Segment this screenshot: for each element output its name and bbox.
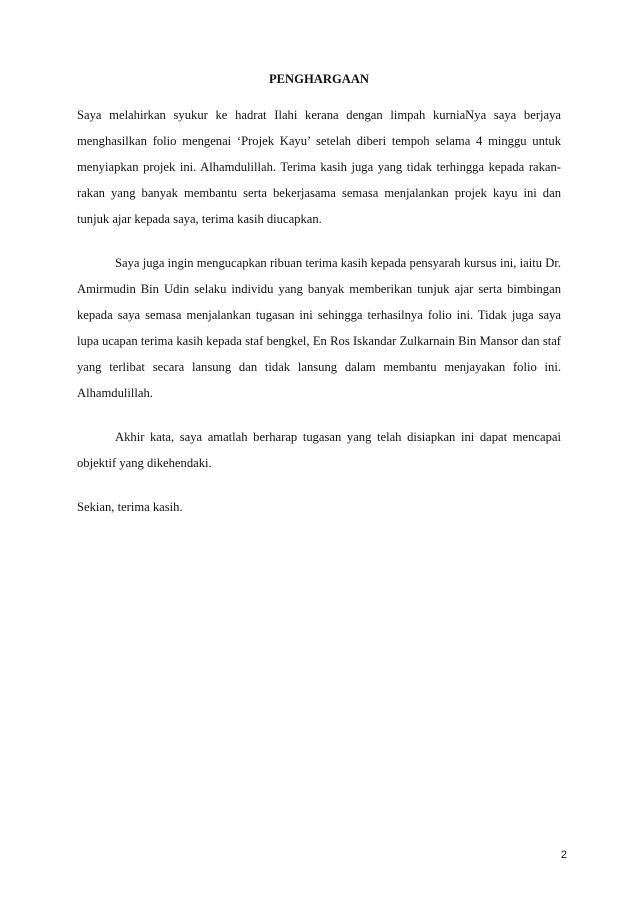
closing-line: Sekian, terima kasih. [77,500,183,514]
document-body [77,70,561,520]
paragraph-1: Saya melahirkan syukur ke hadrat Ilahi kerana dengan limpah kurniaNya saya berjaya menghasilkan folio mengenai ‘Projek Kayu’ setelah diberi tempoh selama 4 minggu untuk menyiapkan projek ini. Alhamdulillah. Terima kasih juga yang tidak terhingga kepada rakan-rakan yang banyak membantu serta bekerjasama semasa menjalankan projek kayu ini dan tunjuk ajar kepada saya, terima kasih diucapkan. [77,108,561,226]
paragraph-2: Saya juga ingin mengucapkan ribuan terima kasih kepada pensyarah kursus ini, iaitu Dr. Amirmudin Bin Udin selaku individu yang banyak memberikan tunjuk ajar serta bimbingan kepada saya semasa menjalankan tugasan ini sehingga terhasilnya folio ini. Tidak juga saya lupa ucapan terima kasih kepada staf bengkel, En Ros Iskandar Zulkarnain Bin Mansor dan staf yang terlibat secara lansung dan tidak lansung dalam membantu menjayakan folio ini. Alhamdulillah. [77,256,561,400]
paragraph-3: Akhir kata, saya amatlah berharap tugasan yang telah disiapkan ini dapat mencapai objektif yang dikehendaki. [77,430,561,470]
page-number: 2 [560,849,567,861]
page-title: PENGHARGAAN [268,72,370,86]
